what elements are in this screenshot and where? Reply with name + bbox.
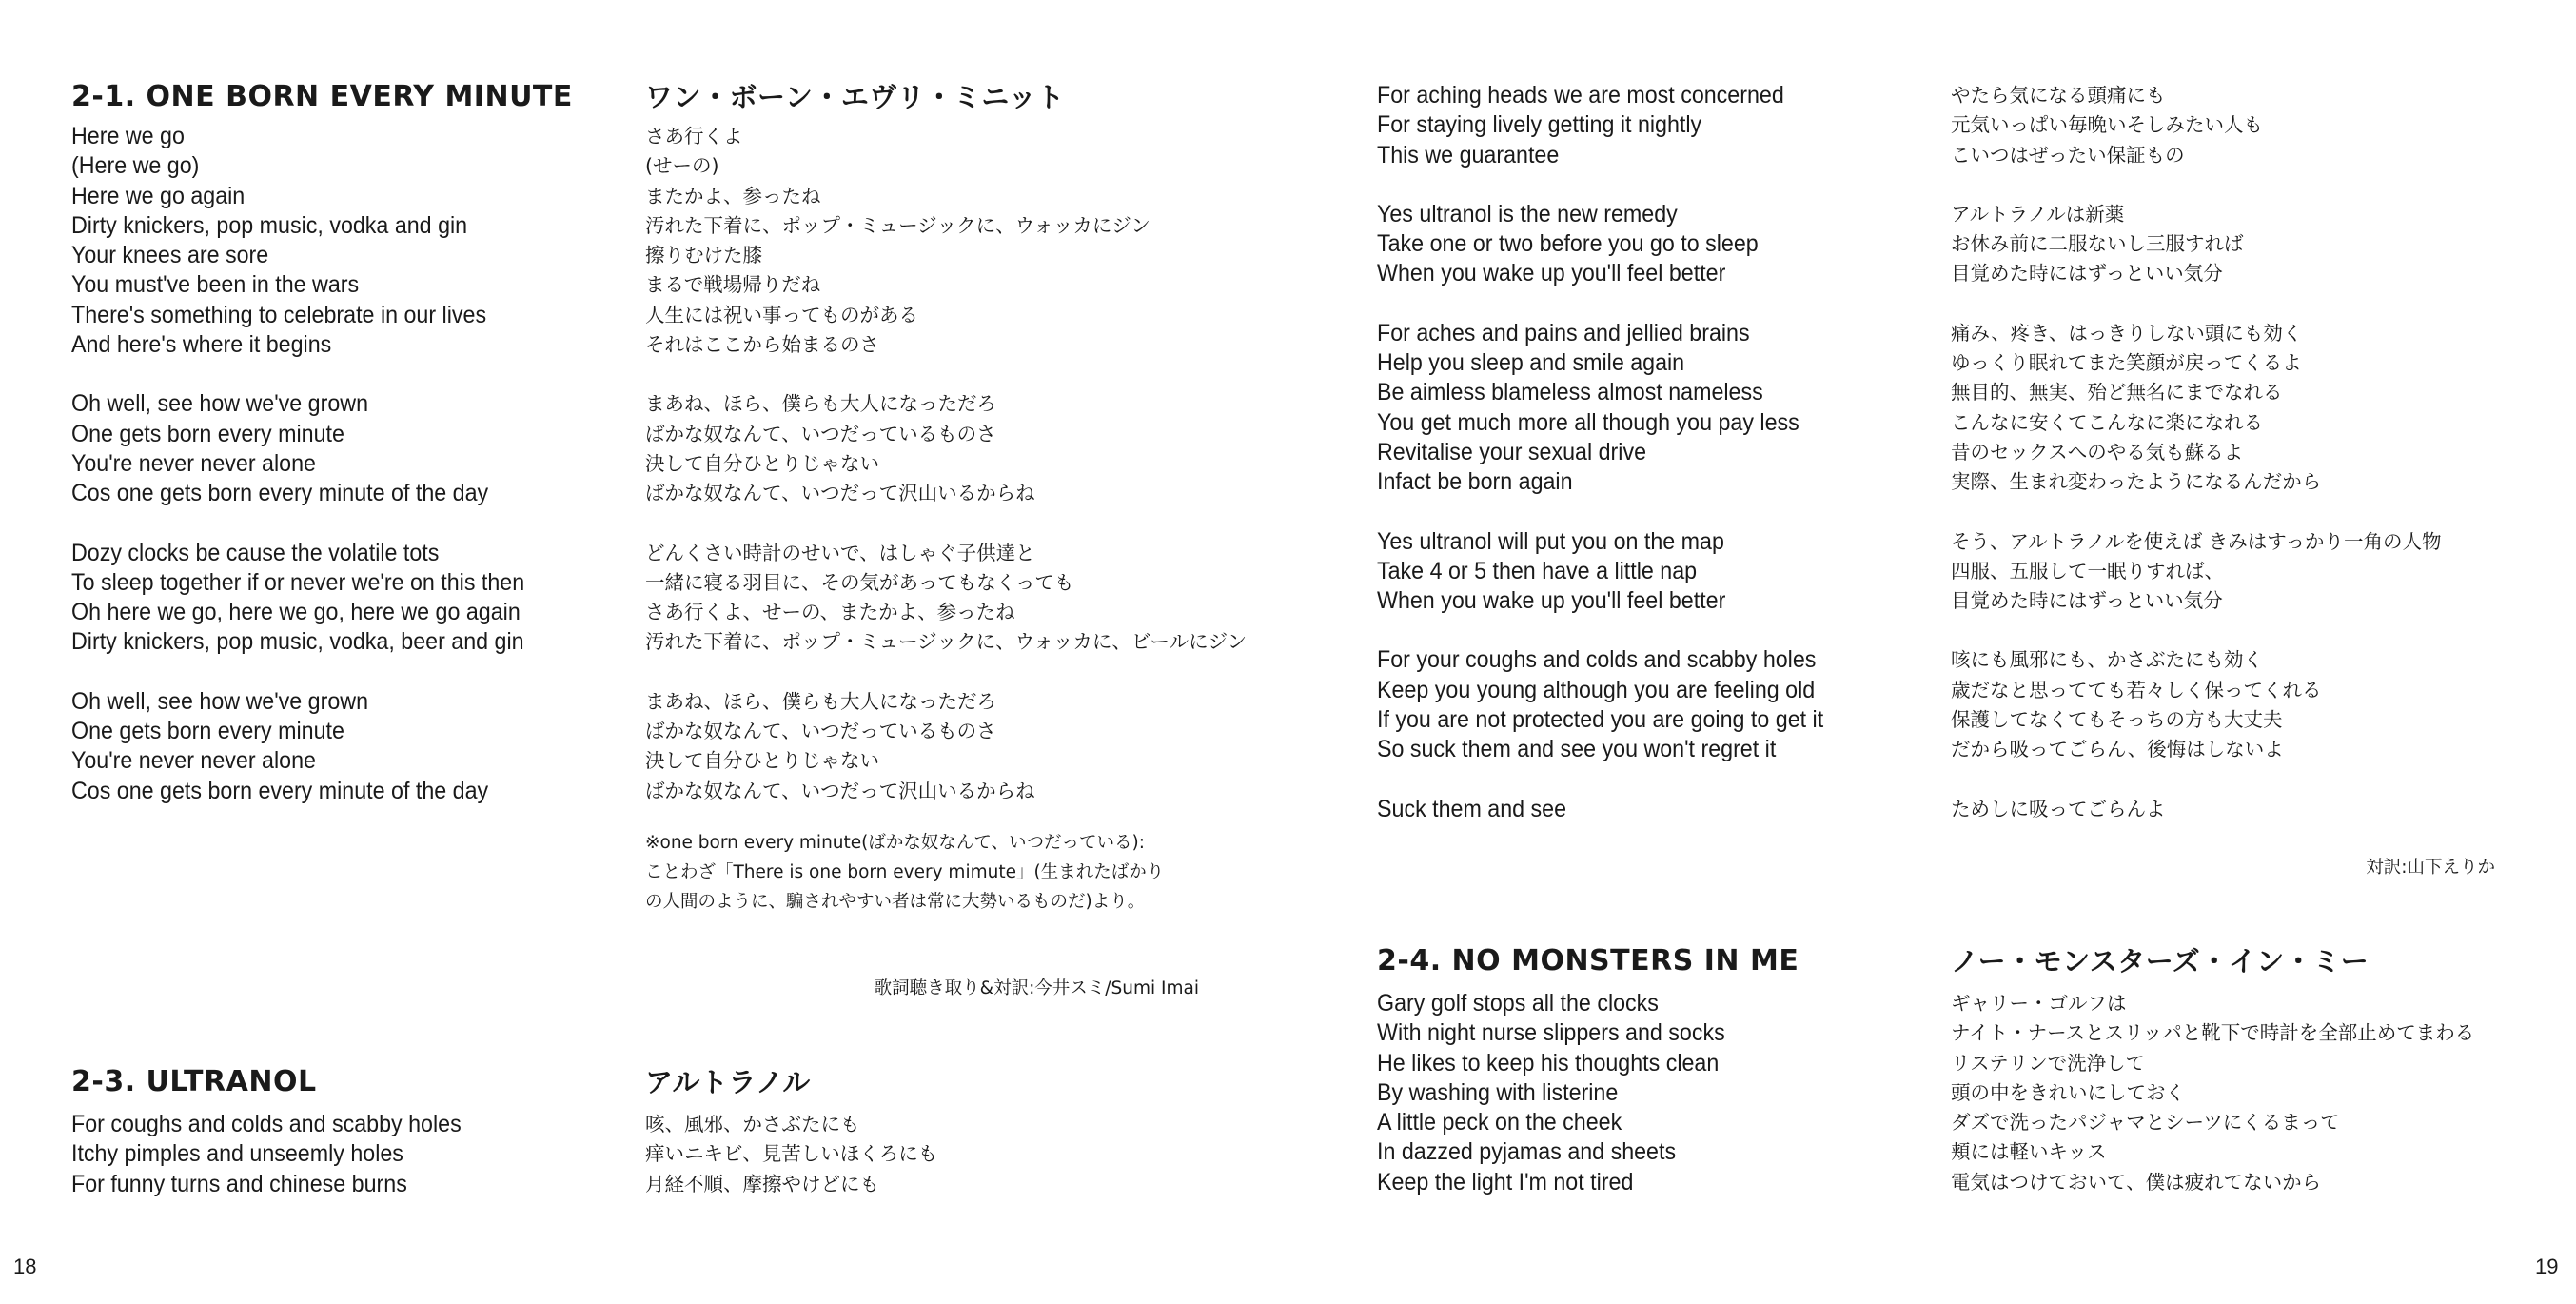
song1-title-jp: ワン・ボーン・エヴリ・ミニット	[645, 81, 1065, 113]
lyric-line: 痛み、疼き、はっきりしない頭にも効く	[1951, 321, 2303, 345]
lyric-line: When you wake up you'll feel better	[1377, 587, 1726, 615]
lyric-line: To sleep together if or never we're on this then	[71, 568, 525, 596]
lyric-stanza	[645, 539, 1248, 658]
lyric-stanza	[71, 389, 623, 508]
song1-title-en: 2-1. ONE BORN EVERY MINUTE	[71, 80, 573, 113]
note-line: ※one born every minute(ばかな奴なんて、いつだっている):	[645, 832, 1145, 853]
lyric-line: 保護してなくてもそっちの方も大丈夫	[1951, 708, 2283, 732]
lyric-line: Gary golf stops all the clocks	[1377, 990, 1659, 1017]
lyric-line: だから吸ってごらん、後悔はしないよ	[1951, 738, 2284, 761]
song3-lyrics-en-right	[1377, 81, 1929, 824]
lyric-line: Your knees are sore	[71, 242, 269, 269]
lyric-line: まあね、ほら、僕らも大人になっただろ	[645, 689, 996, 713]
lyric-line: (せーの)	[645, 154, 719, 178]
lyric-line: お休み前に二服ないし三服すれば	[1951, 232, 2244, 256]
lyric-line: こんなに安くてこんなに楽になれる	[1951, 410, 2263, 434]
lyric-line: Infact be born again	[1377, 468, 1573, 496]
lyric-line: さあ行くよ、せーの、またかよ、参ったね	[645, 601, 1015, 624]
lyric-line: ナイト・ナースとスリッパと靴下で時計を全部止めてまわる	[1951, 1021, 2475, 1045]
lyric-line: どんくさい時計のせいで、はしゃぐ子供達と	[645, 541, 1035, 564]
lyric-line: There's something to celebrate in our lives	[71, 301, 487, 328]
song1-lyrics-en	[71, 122, 623, 806]
note-line: の人間のように、騙されやすい者は常に大勢いるものだ)より。	[645, 891, 1146, 912]
lyric-line: When you wake up you'll feel better	[1377, 260, 1726, 287]
note-line: ことわざ「There is one born every mimute」(生まれたばかり	[645, 861, 1165, 882]
lyric-line: 汚れた下着に、ポップ・ミュージックに、ウォッカにジン	[645, 213, 1150, 237]
lyric-stanza	[71, 1110, 623, 1199]
song3-credit: 対訳:山下えりか	[2366, 858, 2495, 878]
lyric-line: For aching heads we are most concerned	[1377, 82, 1784, 109]
lyric-line: ばかな奴なんて、いつだっているものさ	[645, 422, 996, 445]
lyric-line: ゆっくり眠れてまた笑顔が戻ってくるよ	[1951, 351, 2302, 375]
song1-note	[645, 828, 1216, 917]
lyric-line: Cos one gets born every minute of the day	[71, 480, 489, 507]
lyric-stanza	[1377, 319, 1929, 498]
lyric-line: 決して自分ひとりじゃない	[645, 451, 879, 475]
lyric-line: 昔のセックスへのやる気も蘇るよ	[1951, 440, 2244, 464]
lyric-stanza	[1951, 200, 2541, 289]
lyric-line: For coughs and colds and scabby holes	[71, 1111, 462, 1137]
lyric-stanza	[1951, 81, 2541, 170]
song1-credit: 歌詞聴き取り&対訳:今井スミ/Sumi Imai	[874, 978, 1199, 998]
lyric-line: Yes ultranol is the new remedy	[1377, 200, 1678, 227]
lyric-line: Here we go again	[71, 182, 246, 209]
lyric-line: 電気はつけておいて、僕は疲れてないから	[1951, 1170, 2322, 1194]
lyric-line: まあね、ほら、僕らも大人になっただろ	[645, 392, 996, 416]
song1-japanese-column	[645, 78, 1248, 917]
lyric-line: リステリンで洗浄して	[1951, 1051, 2146, 1075]
lyric-line: こいつはぜったい保証もの	[1951, 143, 2185, 167]
lyric-line: またかよ、参ったね	[645, 184, 821, 207]
lyric-stanza	[71, 687, 623, 806]
lyric-line: With night nurse slippers and socks	[1377, 1019, 1725, 1047]
lyric-line: 汚れた下着に、ポップ・ミュージックに、ウォッカに、ビールにジン	[645, 630, 1248, 654]
lyric-line: Suck them and see	[1377, 795, 1567, 822]
lyric-line: In dazzed pyjamas and sheets	[1377, 1138, 1677, 1166]
lyric-line: For aches and pains and jellied brains	[1377, 319, 1750, 346]
lyric-line: For your coughs and colds and scabby holes	[1377, 646, 1817, 674]
lyric-line: 実際、生まれ変わったようになるんだから	[1951, 470, 2322, 494]
lyric-line: 人生には祝い事ってものがある	[645, 303, 918, 326]
lyric-line: やたら気になる頭痛にも	[1951, 84, 2166, 107]
lyric-stanza	[645, 687, 1216, 806]
lyric-stanza	[645, 389, 1216, 508]
lyric-line: Revitalise your sexual drive	[1377, 438, 1646, 465]
lyric-line: ばかな奴なんて、いつだって沢山いるからね	[645, 779, 1035, 802]
lyric-line: アルトラノルは新薬	[1951, 202, 2125, 226]
lyric-line: Keep the light I'm not tired	[1377, 1168, 1634, 1195]
lyric-stanza	[1377, 989, 1948, 1197]
lyric-line: Take one or two before you go to sleep	[1377, 230, 1759, 258]
lyric-line: Keep you young although you are feeling old	[1377, 676, 1816, 703]
song3-title-en: 2-3. ULTRANOL	[71, 1065, 317, 1098]
lyric-line: 頬には軽いキッス	[1951, 1140, 2107, 1164]
song4-lyrics-jp	[1951, 989, 2560, 1197]
lyric-line: Here we go	[71, 123, 185, 149]
lyric-line: One gets born every minute	[71, 420, 344, 447]
lyric-stanza	[645, 122, 1216, 360]
lyric-stanza	[1951, 319, 2541, 498]
lyric-line: He likes to keep his thoughts clean	[1377, 1049, 1720, 1077]
lyric-stanza	[71, 122, 623, 360]
lyric-line: ばかな奴なんて、いつだっているものさ	[645, 720, 996, 743]
lyric-line: So suck them and see you won't regret it	[1377, 736, 1777, 763]
song3-english-column-left	[71, 1063, 623, 1229]
song4-english-column	[1377, 942, 1948, 1227]
song1-lyrics-jp	[645, 122, 1248, 806]
lyric-line: You're never never alone	[71, 449, 316, 477]
lyric-line: 擦りむけた膝	[645, 244, 762, 267]
song3-lyrics-en-left	[71, 1110, 623, 1199]
lyric-line: Dirty knickers, pop music, vodka and gin	[71, 211, 468, 239]
lyric-line: ギャリー・ゴルフは	[1951, 992, 2127, 1015]
lyric-stanza	[1951, 527, 2541, 617]
lyric-line: 決して自分ひとりじゃない	[645, 749, 879, 773]
song4-title-en: 2-4. NO MONSTERS IN ME	[1377, 944, 1799, 978]
lyric-stanza	[1951, 989, 2560, 1197]
lyric-line: 痒いニキビ、見苦しいほくろにも	[645, 1142, 938, 1166]
lyric-stanza	[1377, 81, 1929, 170]
lyric-line: ダズで洗ったパジャマとシーツにくるまって	[1951, 1111, 2340, 1135]
lyric-line: 月経不順、摩擦やけどにも	[645, 1172, 879, 1195]
lyric-line: Dirty knickers, pop music, vodka, beer and gin	[71, 628, 524, 656]
lyric-line: Oh well, see how we've grown	[71, 687, 369, 715]
lyric-stanza	[1951, 645, 2541, 764]
lyric-line: 四服、五服して一眠りすれば、	[1951, 559, 2224, 583]
page-number-right: 19	[2535, 1255, 2559, 1278]
song4-lyrics-en	[1377, 989, 1948, 1197]
lyric-line: Take 4 or 5 then have a little nap	[1377, 557, 1698, 584]
lyric-line: For funny turns and chinese burns	[71, 1170, 407, 1197]
lyric-line: そう、アルトラノルを使えば きみはすっかり一角の人物	[1951, 529, 2442, 553]
lyric-line: One gets born every minute	[71, 718, 344, 745]
lyric-line: 歳だなと思ってても若々しく保ってくれる	[1951, 678, 2322, 701]
lyric-stanza	[1377, 645, 1929, 764]
lyric-line: Dozy clocks be cause the volatile tots	[71, 539, 440, 566]
lyric-line: You must've been in the wars	[71, 271, 360, 299]
lyric-line: (Here we go)	[71, 152, 200, 180]
lyric-line: If you are not protected you are going to get it	[1377, 706, 1824, 734]
lyric-line: 無目的、無実、殆ど無名にまでなれる	[1951, 381, 2283, 405]
lyric-line: This we guarantee	[1377, 141, 1560, 168]
lyric-line: Oh well, see how we've grown	[71, 390, 369, 418]
lyric-line: 咳にも風邪にも、かさぶたにも効く	[1951, 648, 2263, 672]
lyric-line: ばかな奴なんて、いつだって沢山いるからね	[645, 482, 1035, 505]
lyric-line: You get much more all though you pay less	[1377, 408, 1799, 436]
lyric-line: 頭の中をきれいにしておく	[1951, 1080, 2185, 1104]
lyric-stanza	[71, 539, 623, 658]
lyric-line: Oh here we go, here we go, here we go again	[71, 599, 521, 626]
lyric-line: 目覚めた時にはずっといい気分	[1951, 262, 2223, 286]
lyric-line: 咳、風邪、かさぶたにも	[645, 1113, 860, 1136]
lyric-line: それはここから始まるのさ	[645, 333, 879, 357]
lyric-line: さあ行くよ	[645, 125, 743, 148]
song3-japanese-column-left	[645, 1063, 1216, 1229]
lyric-line: まるで戦場帰りだね	[645, 273, 821, 297]
song3-english-column-right	[1377, 81, 1929, 854]
song3-lyrics-jp-right	[1951, 81, 2541, 824]
lyric-line: 目覚めた時にはずっといい気分	[1951, 589, 2223, 613]
lyric-line: Be aimless blameless almost nameless	[1377, 379, 1763, 406]
song4-title-jp: ノー・モンスターズ・イン・ミー	[1951, 945, 2370, 978]
lyric-line: 元気いっぱい毎晩いそしみたい人も	[1951, 113, 2263, 137]
song3-lyrics-jp-left	[645, 1110, 1216, 1199]
lyric-stanza	[645, 1110, 1216, 1199]
lyric-line: And here's where it begins	[71, 331, 332, 359]
lyric-line: Help you sleep and smile again	[1377, 349, 1685, 377]
lyric-line: Yes ultranol will put you on the map	[1377, 527, 1724, 555]
lyric-line: Cos one gets born every minute of the day	[71, 777, 489, 804]
lyric-line: Itchy pimples and unseemly holes	[71, 1140, 403, 1168]
lyric-line: ためしに吸ってごらんよ	[1951, 797, 2166, 820]
page-number-left: 18	[13, 1255, 37, 1278]
song3-title-jp: アルトラノル	[645, 1066, 811, 1098]
lyric-stanza	[1377, 527, 1929, 617]
lyric-line: By washing with listerine	[1377, 1078, 1619, 1106]
lyric-line: For staying lively getting it nightly	[1377, 111, 1702, 139]
lyric-line: 一緒に寝る羽目に、その気があってもなくっても	[645, 570, 1074, 594]
song4-japanese-column	[1951, 942, 2560, 1227]
lyric-stanza	[1951, 795, 2541, 824]
song1-english-column	[71, 78, 623, 836]
song3-japanese-column-right	[1951, 81, 2541, 854]
lyric-stanza	[1377, 200, 1929, 289]
lyric-line: A little peck on the cheek	[1377, 1109, 1622, 1136]
lyric-line: You're never never alone	[71, 747, 316, 775]
lyric-stanza	[1377, 795, 1929, 824]
